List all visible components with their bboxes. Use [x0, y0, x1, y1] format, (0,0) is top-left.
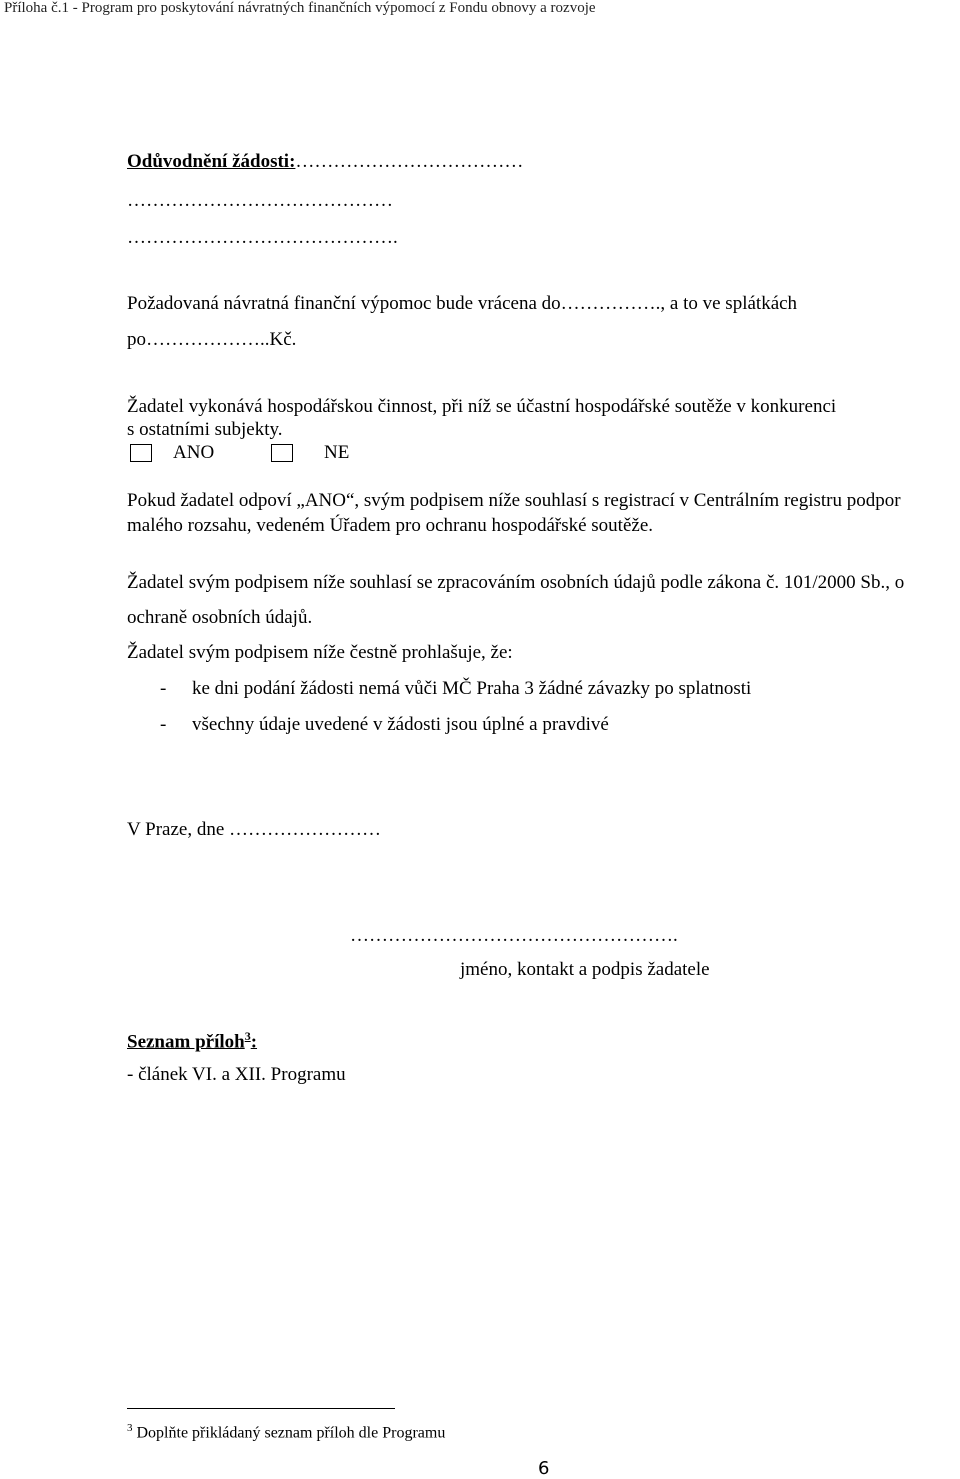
signature-label: jméno, kontakt a podpis žadatele: [460, 959, 710, 980]
checkbox-ne[interactable]: [271, 444, 293, 462]
economic-activity-line-1: Žadatel vykonává hospodářskou činnost, při níž se účastní hospodářské soutěže v konkurenci: [127, 396, 837, 417]
declaration-item-2: všechny údaje uvedené v žádosti jsou úplné a pravdivé: [192, 714, 609, 735]
declaration-item-1: ke dni podání žádosti nemá vůči MČ Praha 3 žádné závazky po splatnosti: [192, 678, 752, 699]
justification-dots-line-1: ………………………………: [295, 151, 524, 172]
document-header: Příloha č.1 - Program pro poskytování návratných finančních výpomocí z Fondu obnovy a rozvoje: [4, 0, 596, 16]
attachments-heading-colon: :: [250, 1031, 258, 1053]
footnote: [127, 1422, 445, 1442]
gdpr-consent-line-2: ochraně osobních údajů.: [127, 607, 313, 628]
justification-dots-line-3: …………………………………….: [127, 227, 398, 248]
repayment-line-2: po………………..Kč.: [127, 329, 297, 350]
attachments-heading: [127, 1030, 257, 1051]
page-number: 6: [538, 1458, 550, 1479]
justification-section: [127, 152, 523, 171]
registry-consent-line-2: malého rozsahu, vedeném Úřadem pro ochranu hospodářské soutěže.: [127, 515, 654, 536]
repayment-line-1: Požadovaná návratná finanční výpomoc bude vrácena do……………., a to ve splátkách: [127, 293, 798, 314]
declaration-item-2-dash: -: [160, 714, 167, 735]
checkbox-ano[interactable]: [130, 444, 152, 462]
attachments-item: - článek VI. a XII. Programu: [127, 1064, 346, 1085]
declaration-intro: Žadatel svým podpisem níže čestně prohlašuje, že:: [127, 642, 513, 663]
signature-line: …………………………………………….: [350, 925, 678, 946]
footnote-text: Doplňte přikládaný seznam příloh dle Programu: [136, 1424, 446, 1442]
checkbox-ne-label: NE: [324, 442, 350, 463]
economic-activity-line-2: s ostatními subjekty.: [127, 419, 283, 440]
declaration-item-1-dash: -: [160, 678, 167, 699]
attachments-footnote-ref: 3: [244, 1029, 251, 1043]
footnote-separator: [127, 1408, 395, 1409]
gdpr-consent-line-1: Žadatel svým podpisem níže souhlasí se zpracováním osobních údajů podle zákona č. 101/2000 Sb., o: [127, 572, 905, 593]
place-and-date: V Praze, dne ……………………: [127, 819, 382, 840]
justification-dots-line-2: ……………………………………: [127, 190, 393, 211]
justification-label: Odůvodnění žádosti:: [127, 151, 296, 172]
attachments-heading-text: Seznam příloh: [127, 1031, 245, 1053]
registry-consent-line-1: Pokud žadatel odpoví „ANO“, svým podpisem níže souhlasí s registrací v Centrálním registru podpor: [127, 490, 901, 511]
checkbox-ano-label: ANO: [173, 442, 215, 463]
footnote-number: 3: [127, 1422, 133, 1434]
